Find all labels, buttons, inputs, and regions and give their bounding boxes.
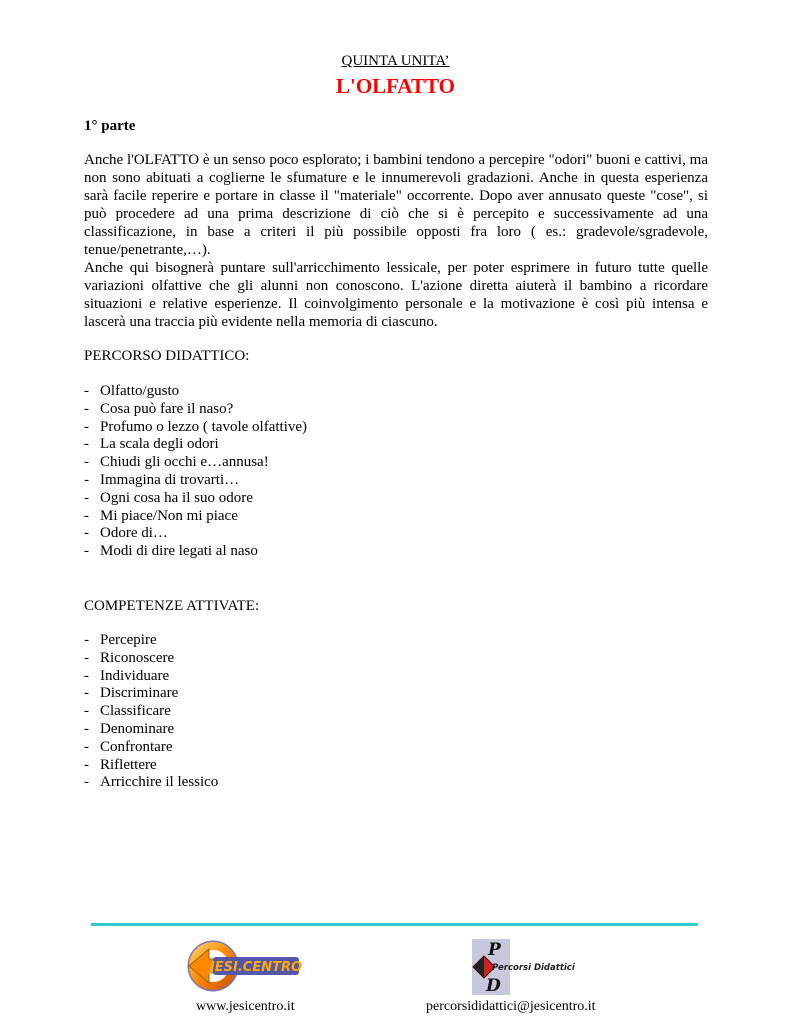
list-item: - Odore di… bbox=[84, 525, 168, 542]
unit-label: QUINTA UNITA’ bbox=[341, 53, 450, 69]
intro-paragraph: Anche l'OLFATTO è un senso poco esplorato; i bambini tendono a percepire "odori" buoni e cattivi, ma non sono abituati a coglierne le sfumature e le innumerevoli gradazioni. Anche in questa esperienza sarà facile reperire e portare in classe il "materiale" occorrente. Dopo aver annusato queste "cose", si può procedere ad una prima descrizione di ciò che si è percepito e successivamente ad una classificazione, in base a criteri il più possibile opposti fra loro ( es.: gradevole/sgradevole, tenue/penetrante,…). bbox=[84, 152, 708, 258]
list-item: - Olfatto/gusto bbox=[84, 383, 180, 399]
website-link[interactable]: www.jesicentro.it bbox=[196, 999, 295, 1014]
page-title: L'OLFATTO bbox=[335, 74, 456, 98]
footer-divider bbox=[91, 923, 698, 926]
list-item: - Classificare bbox=[84, 703, 171, 720]
list-item: - Chiudi gli occhi e…annusa! bbox=[84, 454, 269, 471]
list-item: - Modi di dire legati al naso bbox=[84, 543, 258, 560]
percorso-list bbox=[84, 383, 307, 561]
list-item: - Cosa può fare il naso? bbox=[84, 400, 234, 417]
list-item: - Profumo o lezzo ( tavole olfattive) bbox=[84, 418, 308, 435]
list-item: - La scala degli odori bbox=[84, 436, 219, 453]
list-item: - Individuare bbox=[84, 667, 170, 684]
list-item: - Discriminare bbox=[84, 685, 179, 702]
jesicentro-logo bbox=[183, 935, 303, 997]
list-item: - Riflettere bbox=[84, 756, 157, 773]
list-item: - Immagina di trovarti… bbox=[84, 471, 240, 488]
list-item: - Mi piace/Non mi piace bbox=[84, 507, 238, 524]
second-paragraph: Anche qui bisognerà puntare sull'arricchimento lessicale, per poter esprimere in futuro tutte quelle variazioni olfattive che gli alunni non conoscono. L'azione diretta aiuterà il bambino a ricordare situazioni e relative esperienze. Il coinvolgimento personale e la motivazione è così più intensa e lascerà una traccia più evidente nella memoria di ciascuno. bbox=[84, 260, 708, 330]
list-item: - Arricchire il lessico bbox=[84, 774, 219, 791]
competenze-heading: COMPETENZE ATTIVATE: bbox=[84, 598, 260, 614]
list-item: - Confrontare bbox=[84, 738, 173, 755]
percorsi-didattici-text: Percorsi Didattici bbox=[492, 963, 575, 973]
logo-letter-d: D bbox=[486, 976, 501, 996]
percorsi-didattici-logo bbox=[452, 937, 584, 997]
email-link[interactable]: percorsididattici@jesicentro.it bbox=[426, 999, 596, 1014]
jesicentro-logo-text: JESI.CENTRO bbox=[209, 960, 303, 975]
competenze-list bbox=[84, 632, 218, 792]
percorso-heading: PERCORSO DIDATTICO: bbox=[84, 348, 250, 364]
section-heading: 1° parte bbox=[84, 118, 136, 134]
list-item: - Ogni cosa ha il suo odore bbox=[84, 489, 253, 506]
list-item: - Denominare bbox=[84, 720, 175, 737]
logo-letter-p: P bbox=[488, 940, 501, 960]
list-item: - Percepire bbox=[84, 632, 157, 648]
list-item: - Riconoscere bbox=[84, 649, 175, 666]
